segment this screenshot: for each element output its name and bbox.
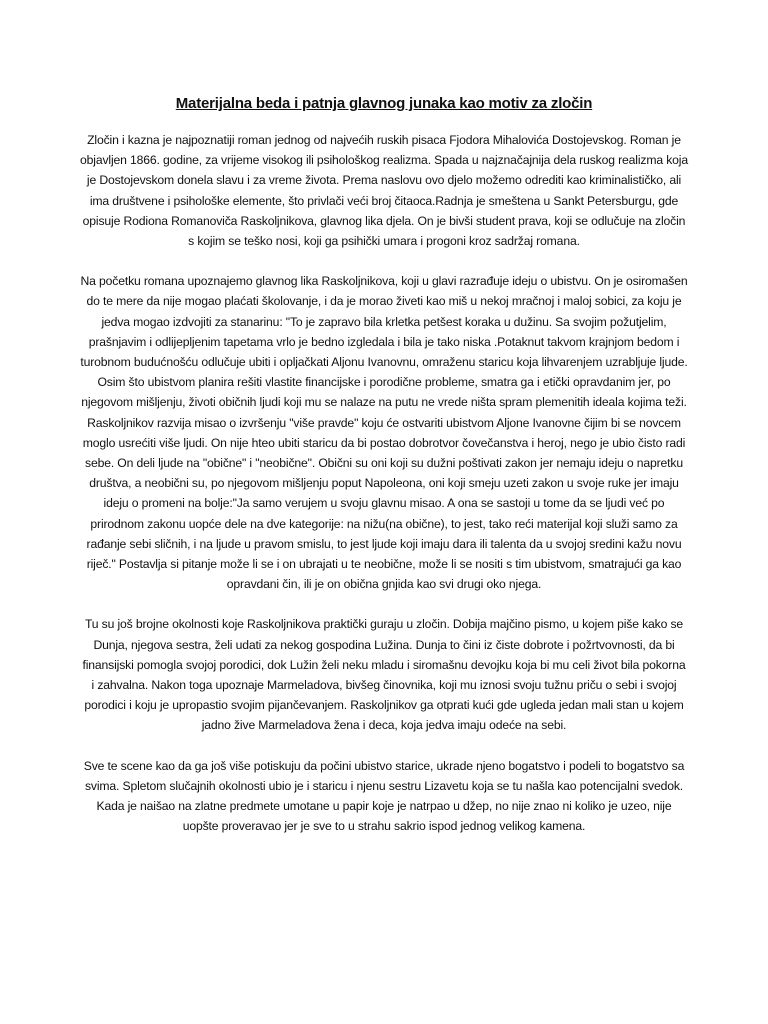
paragraph-murder: Sve te scene kao da ga još više potiskuju da počini ubistvo starice, ukrade njeno bogatstvo i podeli to bogatstvo sa svima. Spletom slučajnih okolnosti ubio je i staricu i njenu sestru Lizavetu koja se tu našla kao potencijalni svedok. Kada je naišao na zlatne predmete umotane u papir koje je natrpao u džep, no nije znao ni koliko je uzeo, nije uopšte proveravao jer je sve to u strahu sakrio ispod jednog velikog kamena. — [83, 758, 685, 834]
paragraph-raskolnikov: Na početku romana upoznajemo glavnog lika Raskoljnikova, koji u glavi razrađuje ideju o ubistvu. On je osiromašen do te mere da nije mogao plaćati školovanje, i da je morao živeti kao miš u nekoj mračnoj i maloj sobici, za koju je jedva mogao izdvojiti za stanarinu: "To je zapravo bila krletka petšest koraka u dužinu. Sa svojim požutjelim, prašnjavim i odlijepljenim tapetama vrlo je bedno izgledala i bila je tako niska .Potaknut takvom krajnjom bedom i turobnom budućnošću odlučuje ubiti i opljačkati Aljonu Ivanovnu, omraženu staricu koja lihvarenjem uzrabljuje ljude. Osim što ubistvom planira rešiti vlastite financijske i porodične probleme, smatra ga i etički opravdanim jer, po njegovom mišljenju, životi običnih ljudi koji mu se nalaze na putu ne vrede ništa spram plemenitih ideala kojima teži. Raskoljnikov razvija misao o izvršenju "više pravde" koju će ostvariti ubistvom Aljone Ivanovne čijim bi se novcem moglo usrećiti više ljudi. On nije hteo ubiti staricu da bi postao dobrotvor čovečanstva i heroj, nego je ubio čisto radi sebe. On deli ljude na "obične" i "neobične". Obični su oni koji su dužni poštivati zakon jer nemaju ideju o napretku društva, a neobični su, po njegovom mišljenju poput Napoleona, oni koji smeju uzeti zakon u svoje ruke jer imaju ideju o promeni na bolje:"Ja samo verujem u svoju glavnu misao. A ona se sastoji u tome da se ljudi već po prirodnom zakonu uopće dele na dve kategorije: na nižu(na obične), to jest, tako reći materijal koji služi samo za rađanje sebi sličnih, i na ljude u pravom smislu, to jest ljude koji imaju dara ili talenta da u svojoj sredini kažu novu riječ." Postavlja si pitanje može li se i on ubrajati u te neobične, može li se nositi s tim ubistvom, smatrajući ga kao opravdani čin, ili je on obična gnjida kao svi drugi oko njega. — [80, 274, 688, 592]
document-title: Materijalna beda i patnja glavnog junaka kao motiv za zločin — [175, 95, 593, 112]
document-page — [80, 92, 688, 857]
paragraph-intro: Zločin i kazna je najpoznatiji roman jednog od najvećih ruskih pisaca Fjodora Mihalovića Dostojevskog. Roman je objavljen 1866. godine, za vrijeme visokog ili psihološkog realizma. Spada u najznačajnija dela ruskog realizma koja je Dostojevskom donela slavu i za vreme života. Prema naslovu ovo djelo možemo odrediti kao kriminalističko, ali ima društvene i psihološke elemente, što privlači veći broj čitaoca.Radnja je smeštena u Sankt Petersburgu, gde opisuje Rodiona Romanoviča Raskoljnikova, glavnog lika djela. On je bivši student prava, koji se odlučuje na zločin s kojim se teško nosi, koji ga psihički umara i progoni kroz sadržaj romana. — [80, 133, 688, 249]
paragraph-circumstances: Tu su još brojne okolnosti koje Raskoljnikova praktički guraju u zločin. Dobija majčino pismo, u kojem piše kako se Dunja, njegova sestra, želi udati za nekog gospodina Lužina. Dunja to čini iz čiste dobrote i požrtvovnosti, da bi finansijski pomogla svojoj porodici, dok Lužin želi neku mladu i siromašnu devojku koja bi mu celi život bila pokorna i zahvalna. Nakon toga upoznaje Marmeladova, bivšeg činovnika, koji mu iznosi svoju tužnu priču o sebi i svojoj porodici i koju je upropastio svojim pijančevanjem. Raskoljnikov ga otprati kući gde ugleda jedan mali stan u kojem jadno žive Marmeladova žena i deca, koja jedva imaju odeće na sebi. — [82, 617, 686, 733]
